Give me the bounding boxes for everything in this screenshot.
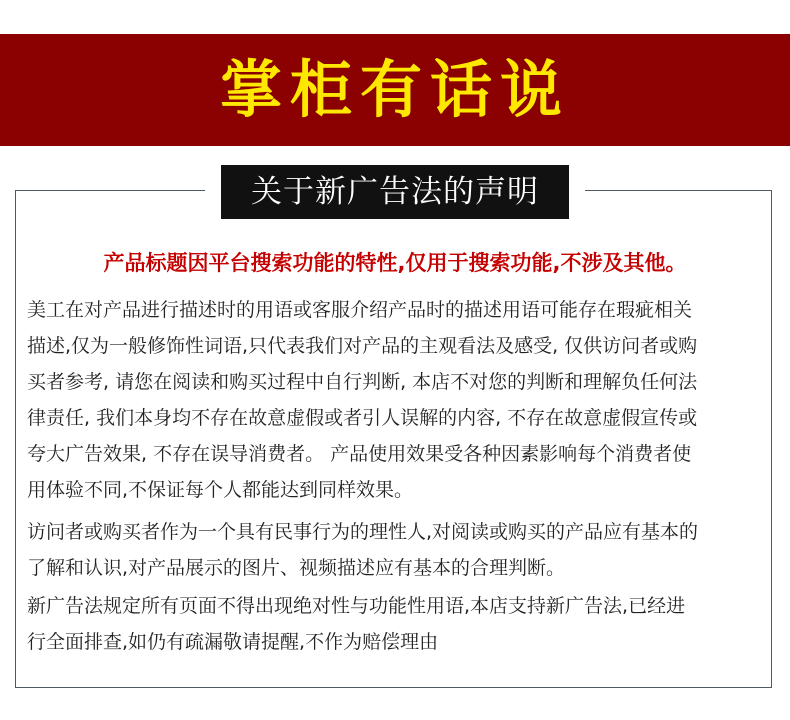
paragraph-line: 用体验不同,不保证每个人都能达到同样效果。 [27,479,414,501]
notice-heading: 关于新广告法的声明 [251,173,539,210]
notice-heading-box [221,165,569,219]
header-banner [0,34,790,146]
banner-title: 掌柜有话说 [219,53,570,126]
paragraph-line: 访问者或购买者作为一个具有民事行为的理性人,对阅读或购买的产品应有基本的 [27,521,699,543]
paragraph-line: 美工在对产品进行描述时的用语或客服介绍产品时的描述用语可能存在瑕疵相关 [27,299,693,321]
paragraph-line: 新广告法规定所有页面不得出现绝对性与功能性用语,本店支持新广告法,已经进 [27,595,686,617]
notice-paragraph-1 [27,292,767,508]
paragraph-line: 买者参考, 请您在阅读和购买过程中自行判断, 本店不对您的判断和理解负任何法 [27,371,698,393]
paragraph-line: 律责任, 我们本身均不存在故意虚假或者引人误解的内容, 不存在故意虚假宣传或 [27,407,698,429]
heading-gap-right [569,186,585,196]
notice-emphasis: 产品标题因平台搜索功能的特性,仅用于搜索功能,不涉及其他。 [103,251,687,275]
paragraph-line: 行全面排查,如仍有疏漏敬请提醒,不作为赔偿理由 [27,631,439,653]
paragraph-line: 描述,仅为一般修饰性词语,只代表我们对产品的主观看法及感受, 仅供访问者或购 [27,335,698,357]
notice-paragraph-3 [27,588,767,660]
paragraph-line: 夸大广告效果, 不存在误导消费者。 产品使用效果受各种因素影响每个消费者使 [27,443,692,465]
heading-gap-left [205,186,221,196]
paragraph-line: 了解和认识,对产品展示的图片、视频描述应有基本的合理判断。 [27,557,566,579]
notice-paragraph-2 [27,514,767,586]
